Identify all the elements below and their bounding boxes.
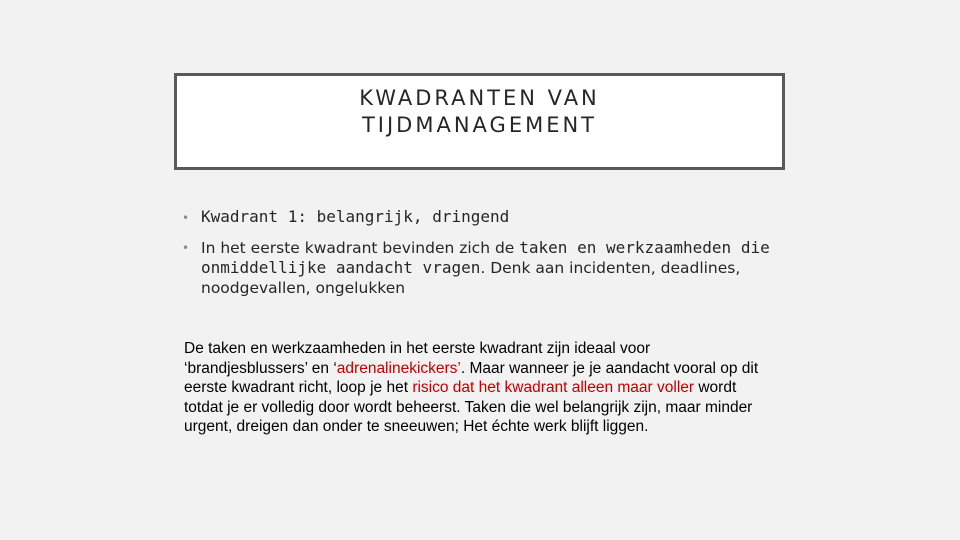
bullet-list — [180, 207, 780, 298]
title-line-1: KWADRANTEN VAN — [359, 86, 600, 110]
body-paragraph — [184, 339, 774, 437]
bullet-item-1 — [180, 207, 780, 232]
bullet-text-1: Kwadrant 1: belangrijk, dringend — [201, 207, 510, 226]
paragraph-text-1: De taken en werkzaamheden in het eerste kwadrant zijn ideaal voor ‘brandjesblussers’ en ‘ — [184, 340, 651, 377]
slide-title — [177, 85, 782, 139]
bullet-dot: • — [182, 211, 190, 225]
title-line-2: TIJDMANAGEMENT — [361, 113, 598, 137]
bullet-text-2a: In het eerste kwadrant bevinden zich de — [201, 239, 520, 257]
bullet-text-2c: . Denk aan incidenten, deadlines, noodgevallen, ongelukken — [201, 259, 741, 297]
bullet-item-2 — [180, 238, 780, 298]
paragraph-highlight-2: risico dat het kwadrant alleen maar voller — [412, 379, 695, 396]
paragraph-text-3: wordt totdat je er volledig door wordt beheerst. Taken die wel belangrijk zijn, maar minder urgent, dreigen dan onder te sneeuwen; Het échte werk blijft liggen. — [184, 379, 753, 435]
bullet-text-2b: taken en werkzaamheden die onmiddellijke aandacht vragen — [201, 238, 770, 277]
title-box — [174, 73, 785, 170]
bullet-dot: • — [182, 241, 190, 255]
paragraph-text-2: . Maar wanneer je je aandacht vooral op dit eerste kwadrant richt, loop je het — [184, 359, 759, 396]
paragraph-highlight-1: adrenalinekickers’ — [336, 359, 461, 377]
